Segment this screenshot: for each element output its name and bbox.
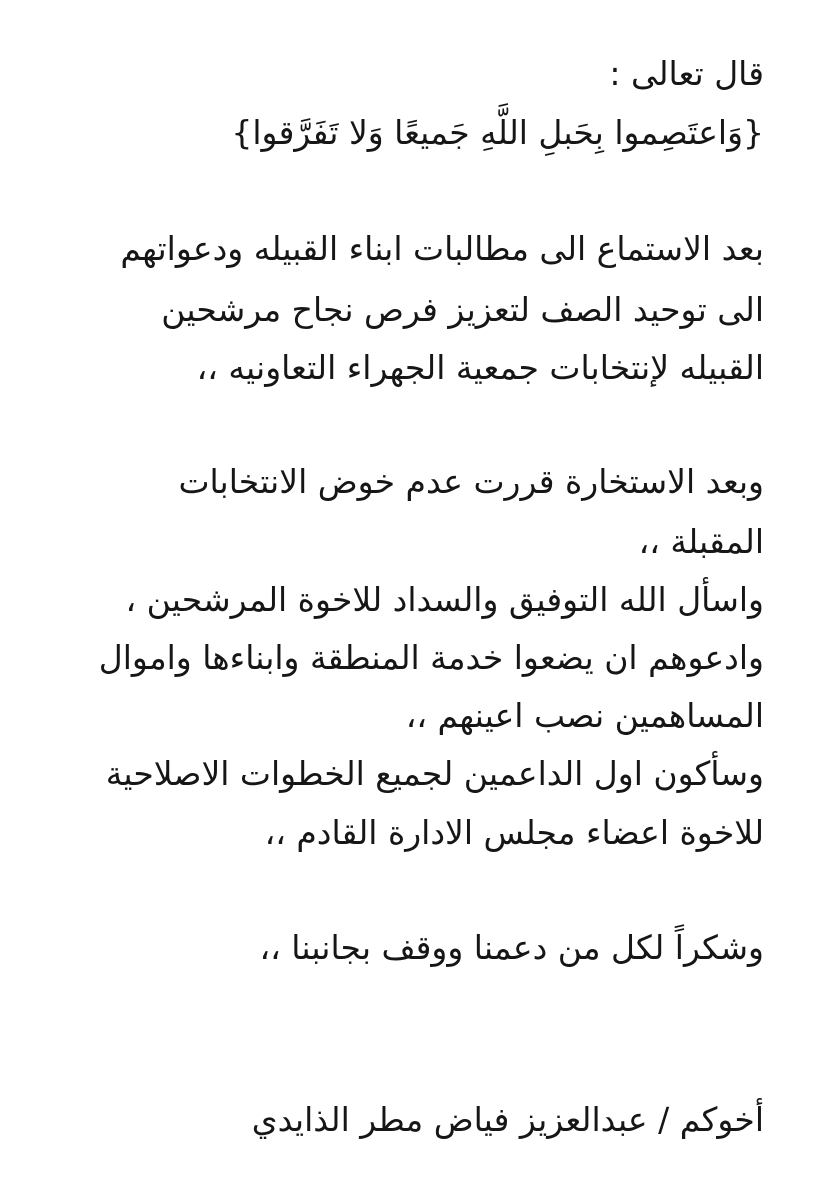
- paragraph-2-line-3: واسأل الله التوفيق والسداد للاخوة المرشحين ،: [125, 580, 764, 619]
- paragraph-2-line-4: وادعوهم ان يضعوا خدمة المنطقة وابناءها واموال: [98, 638, 764, 677]
- signature: أخوكم / عبدالعزيز فياض مطر الذايدي: [251, 1100, 764, 1139]
- quran-verse: {وَاعتَصِموا بِحَبلِ اللَّهِ جَميعًا وَلا تَفَرَّقوا}: [231, 113, 764, 152]
- paragraph-2-line-1: وبعد الاستخارة قررت عدم خوض الانتخابات: [178, 462, 764, 501]
- thanks-line: وشكراً لكل من دعمنا ووقف بجانبنا ،،: [259, 928, 764, 967]
- paragraph-1-line-2: الى توحيد الصف لتعزيز فرص نجاح مرشحين: [161, 290, 764, 329]
- paragraph-1-line-3: القبيله لإنتخابات جمعية الجهراء التعاونيه ،،: [196, 348, 764, 387]
- paragraph-1-line-1: بعد الاستماع الى مطالبات ابناء القبيله ودعواتهم: [120, 229, 764, 268]
- paragraph-2-line-6: وسأكون اول الداعمين لجميع الخطوات الاصلاحية: [105, 754, 764, 793]
- paragraph-2-line-7: للاخوة اعضاء مجلس الادارة القادم ،،: [264, 813, 764, 852]
- paragraph-2-line-5: المساهمين نصب اعينهم ،،: [405, 696, 764, 735]
- paragraph-2-line-2: المقبلة ،،: [638, 522, 764, 561]
- verse-intro: قال تعالى :: [609, 54, 764, 93]
